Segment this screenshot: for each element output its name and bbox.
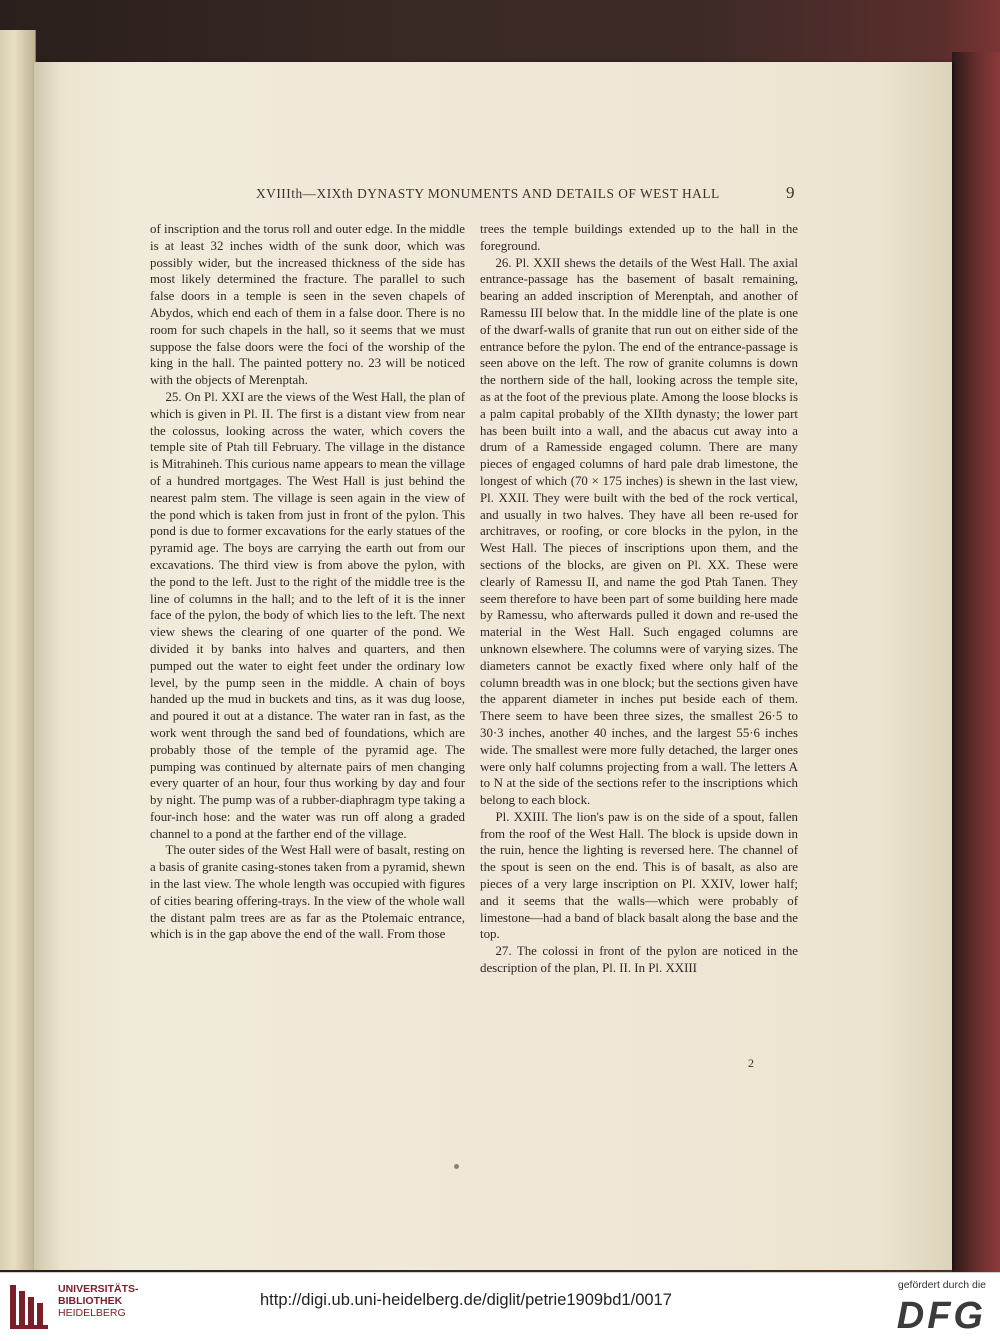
book-edge	[0, 30, 36, 1270]
paragraph: 27. The colossi in front of the pylon are noticed in the description of the plan, Pl. II. In Pl. XXIII	[480, 944, 798, 976]
signature-mark: 2	[748, 1056, 754, 1070]
dfg-logo: DFG	[896, 1295, 986, 1337]
page-number: 9	[786, 183, 795, 202]
library-logo-icon	[8, 1281, 54, 1333]
funding-caption: gefördert durch die	[897, 1279, 986, 1291]
right-column	[480, 221, 798, 977]
library-name-line: HEIDELBERG	[58, 1306, 126, 1319]
library-name	[58, 1284, 139, 1319]
paragraph: The outer sides of the West Hall were of basalt, resting on a basis of granite casing-stones taken from a pyramid, shewn in the last view. The whole length was occupied with figures of cities bearing offering-trays. In the view of the whole wall the distant palm trees are as far as the Ptolemaic entrance, which is in the gap above the end of the wall. From those	[150, 843, 465, 942]
book-cover-edge	[952, 52, 1000, 1272]
permalink-url[interactable]: http://digi.ub.uni-heidelberg.de/diglit/petrie1909bd1/0017	[260, 1291, 672, 1309]
running-header	[150, 183, 798, 206]
page-speck	[454, 1164, 459, 1169]
header-title: XVIIIth—XIXth DYNASTY MONUMENTS AND DETAILS OF WEST HALL	[256, 186, 720, 201]
paragraph: 25. On Pl. XXI are the views of the West Hall, the plan of which is given in Pl. II. The first is a distant view from near the colossus, looking across the water, which covers the temple site of Ptah till February. The village in the distance is Mitrahineh. This curious name appears to mean the village of a hundred mortgages. The West Hall is just behind the nearest palm stem. The village is seen again in the view of the pond which is taken from just in front of the pylon. This pond is due to former excavations for the early statues of the pyramid age. The boys are carrying the earth out from our excavations. The third view is from above the pylon, with the pond to the left. Just to the right of the middle tree is the line of columns in the hall; and to the left of it is the inner face of the pylon, the body of which lies to the left. The next view shews the clearing of one quarter of the pond. We divided it by banks into halves and quarters, and then pumped out the water to eight feet under the ordinary low level, by the pump seen in the middle. A chain of boys handed up the mud in buckets and tins, as it was dug loose, and poured it out at a distance. The water ran in fast, as the work went through the sand bed of foundations, which are probably those of the temple of the pyramid age. The pumping was continued by alternate pairs of men changing every quarter of an hour, four thus working by day and four by night. The pump was of a rubber-diaphragm type taking a four-inch hose: and the water was run off along a graded channel to a pond at the farther end of the village.	[150, 389, 465, 841]
paragraph: Pl. XXIII. The lion's paw is on the side of a spout, fallen from the roof of the West Hall. The block is upside down in the ruin, hence the lighting is reversed here. The channel of the spout is seen on the end. This is of basalt, as also are pieces of a very large inscription on Pl. XXIV, lower half; and it seems that the walls—which were probably of limestone—had a band of black basalt along the base and the top.	[480, 809, 798, 942]
library-name-line: BIBLIOTHEK	[58, 1294, 123, 1307]
left-column	[150, 221, 465, 943]
paragraph: of inscription and the torus roll and outer edge. In the middle is at least 32 inches width of the sunk door, which was possibly wider, but the increased thickness of the side has most likely determined the fracture. The parallel to such false doors in a temple is seen in the seven chapels of Abydos, which end each of them in a false door. There is no room for such chapels in the hall, so it seems that we must suppose the false doors were the foci of the worship of the king in the hall. The painted pottery no. 23 will be noticed with the objects of Merenptah.	[150, 222, 465, 388]
paragraph: trees the temple buildings extended up to the hall in the foreground.	[480, 222, 798, 253]
library-name-line: UNIVERSITÄTS-	[58, 1283, 139, 1295]
viewer-footer	[0, 1272, 1000, 1341]
paragraph: 26. Pl. XXII shews the details of the West Hall. The axial entrance-passage has the basement of basalt remaining, bearing an added inscription of Merenptah, and another of Ramessu III below that. In the middle line of the plate is one of the dwarf-walls of granite that run out on either side of the entrance before the pylon. The end of the entrance-passage is seen above on the left. The row of granite columns is down the northern side of the hall, looking across the temple site, as at the foot of the previous plate. Among the loose blocks is a palm capital probably of the XIIth dynasty; the lower part has been built into a wall, and the abacus cut away into a drum of a Ramesside engaged column. There are many pieces of engaged columns of hard pale drab limestone, the longest of which (70 × 175 inches) is shewn in the last view, Pl. XXII. They were built with the bed of the rock vertical, and usually in two halves. They have all been re-used for architraves, or roofing, or core blocks in the pylon, in the West Hall. The pieces of inscriptions upon them, and the sections of the blocks, are given on Pl. XX. These were clearly of Ramessu II, and name the god Ptah Tanen. They seem therefore to have been part of some building here made by Ramessu, who afterwards pulled it down and re-used the material in the West Hall. Such engaged columns are unknown elsewhere. The columns were of varying sizes. The diameters cannot be exactly fixed where only half of the column breadth was in one block; but the sections given have the apparent diameter in inches put beside each of them. There seem to have been three sizes, the smallest 26·5 to 30·3 inches, another 40 inches, and the largest 55·6 inches wide. The smallest were more fully detached, the larger ones were only half columns projecting from a wall. The letters A to N at the side of the sections refer to the inscriptions which belong to each block.	[480, 255, 798, 808]
